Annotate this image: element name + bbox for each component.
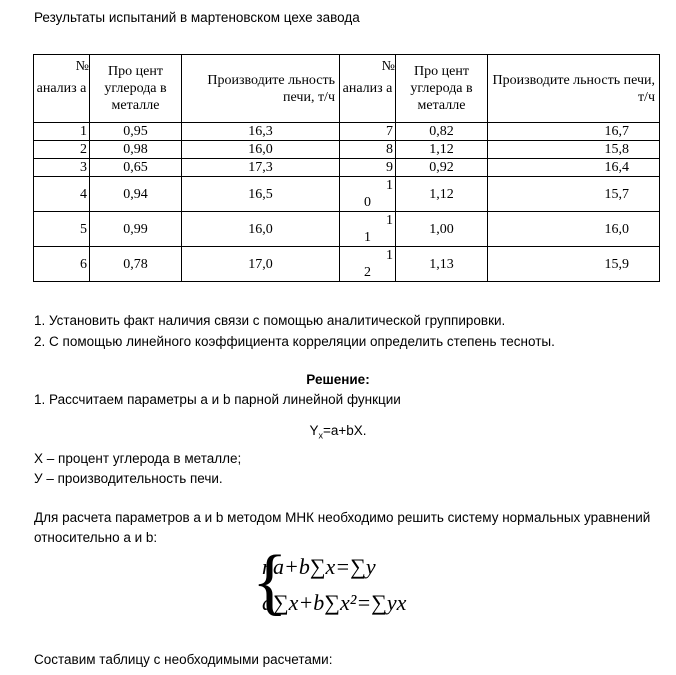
cell-carbon-2: 0,82	[396, 123, 488, 141]
task-1: 1. Установить факт наличия связи с помощью аналитической группировки.	[34, 313, 506, 328]
cell-carbon-2: 1,13	[396, 247, 488, 282]
solution-heading: Решение:	[306, 372, 370, 387]
table-row	[34, 212, 660, 247]
table-row	[34, 123, 660, 141]
header-carbon-2: Про цент углерода в металле	[396, 55, 488, 123]
number-top: 1	[386, 248, 393, 263]
header-analysis-number	[34, 55, 90, 123]
cell-carbon: 0,95	[90, 123, 182, 141]
cell-number-2	[340, 247, 396, 282]
cell-carbon: 0,65	[90, 159, 182, 177]
header-analysis-number-2	[340, 55, 396, 123]
table-header-row	[34, 55, 660, 123]
step-1: 1. Рассчитаем параметры a и b парной линейной функции	[34, 392, 401, 407]
cell-productivity-2: 16,7	[488, 123, 660, 141]
cell-productivity-2: 16,0	[488, 212, 660, 247]
cell-productivity: 16,3	[182, 123, 340, 141]
cell-number-2	[340, 177, 396, 212]
cell-carbon-2: 1,00	[396, 212, 488, 247]
cell-productivity-2: 16,4	[488, 159, 660, 177]
number-top: 1	[386, 178, 393, 193]
cell-number: 5	[34, 212, 90, 247]
table-row	[34, 159, 660, 177]
paragraph-line-2: относительно a и b:	[34, 530, 158, 545]
cell-carbon-2: 1,12	[396, 177, 488, 212]
y-definition: У – производительность печи.	[34, 471, 223, 486]
cell-carbon: 0,78	[90, 247, 182, 282]
cell-productivity-2: 15,7	[488, 177, 660, 212]
equation-system	[252, 541, 452, 626]
document-title: Результаты испытаний в мартеновском цехе завода	[34, 10, 360, 25]
cell-number: 4	[34, 177, 90, 212]
paragraph-line-1: Для расчета параметров a и b методом МНК необходимо решить систему нормальных уравнений	[34, 510, 651, 525]
number-sign-2: №	[381, 59, 395, 74]
header-analysis-label: анализ а	[36, 81, 87, 96]
cell-carbon: 0,94	[90, 177, 182, 212]
results-table	[33, 54, 660, 282]
cell-productivity-2: 15,9	[488, 247, 660, 282]
cell-carbon: 0,98	[90, 141, 182, 159]
number-bottom: 0	[364, 195, 371, 210]
formula-rest: =a+bX.	[322, 423, 367, 438]
header-analysis-label-2: анализ а	[342, 81, 393, 96]
number-bottom: 2	[364, 265, 371, 280]
table-row	[34, 247, 660, 282]
task-2: 2. С помощью линейного коэффициента корреляции определить степень тесноты.	[34, 334, 555, 349]
regression-formula	[0, 423, 676, 441]
left-brace: {	[252, 541, 288, 623]
equation-1: na+b∑x=∑y	[262, 554, 376, 579]
cell-number: 2	[34, 141, 90, 159]
formula-sub: x	[318, 430, 323, 441]
cell-productivity: 16,5	[182, 177, 340, 212]
cell-productivity-2: 15,8	[488, 141, 660, 159]
header-carbon: Про цент углерода в металле	[90, 55, 182, 123]
cell-carbon-2: 1,12	[396, 141, 488, 159]
cell-number-2: 7	[340, 123, 396, 141]
number-sign: №	[75, 59, 89, 74]
cell-number-2: 9	[340, 159, 396, 177]
cell-productivity: 17,3	[182, 159, 340, 177]
table-row	[34, 141, 660, 159]
table-row	[34, 177, 660, 212]
cell-number: 1	[34, 123, 90, 141]
header-productivity-2: Производите льность печи, т/ч	[488, 55, 660, 123]
header-productivity: Производите льность печи, т/ч	[182, 55, 340, 123]
cell-productivity: 17,0	[182, 247, 340, 282]
cell-number-2	[340, 212, 396, 247]
cell-number: 6	[34, 247, 90, 282]
cell-productivity: 16,0	[182, 212, 340, 247]
equation-2: a∑x+b∑x²=∑yx	[262, 590, 407, 615]
cell-carbon: 0,99	[90, 212, 182, 247]
x-definition: Х – процент углерода в металле;	[34, 451, 242, 466]
number-top: 1	[386, 213, 393, 228]
number-bottom: 1	[364, 230, 371, 245]
cell-number-2: 8	[340, 141, 396, 159]
cell-carbon-2: 0,92	[396, 159, 488, 177]
formula-y: Y	[309, 423, 319, 438]
cell-productivity: 16,0	[182, 141, 340, 159]
cell-number: 3	[34, 159, 90, 177]
closing-line: Составим таблицу с необходимыми расчетами:	[34, 652, 333, 667]
